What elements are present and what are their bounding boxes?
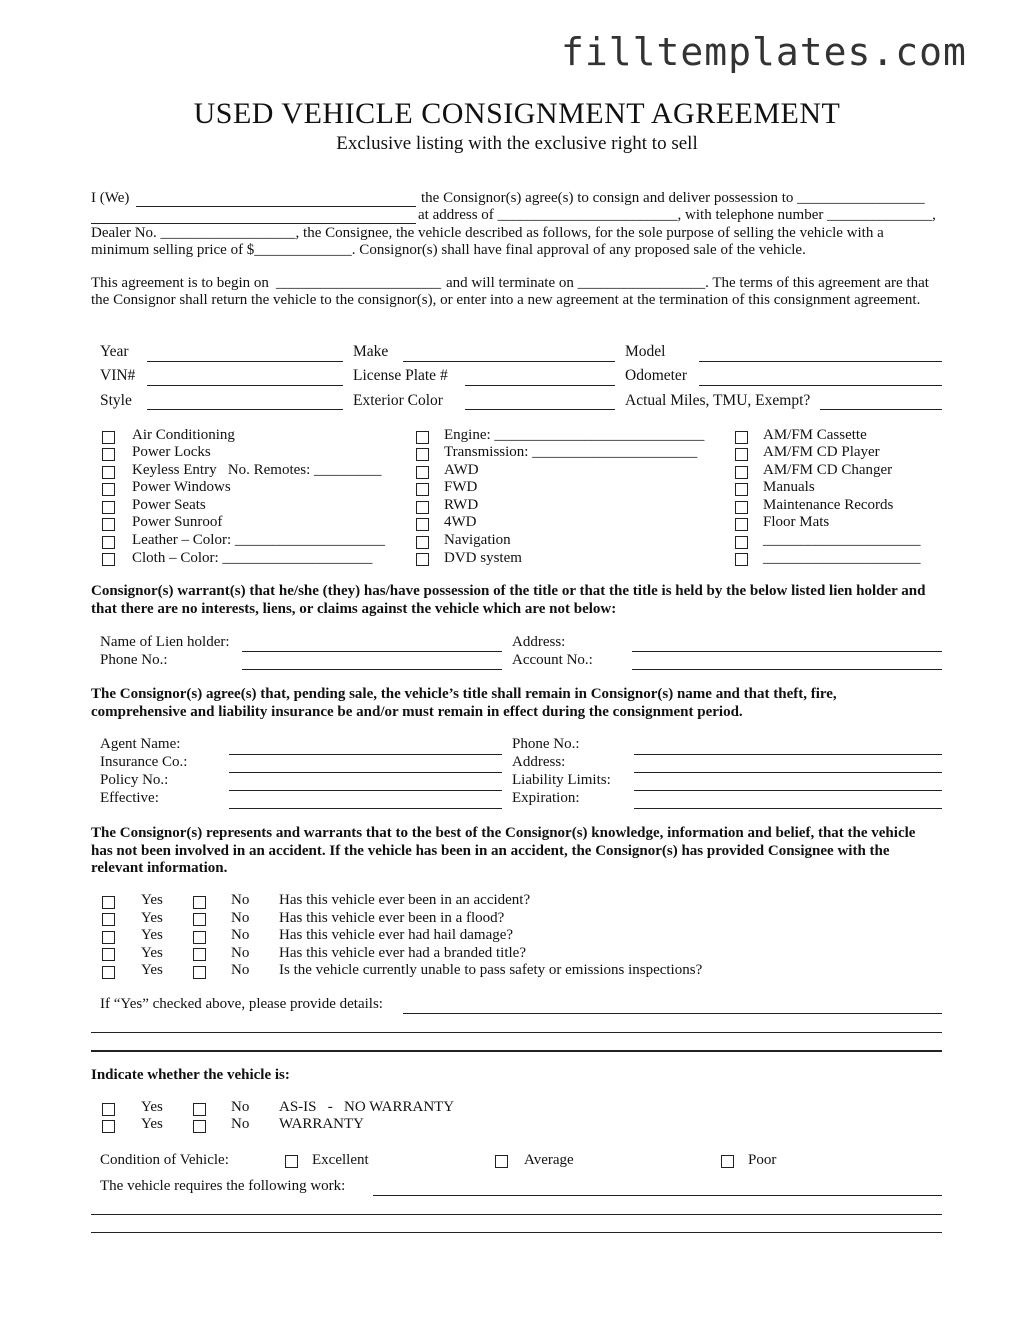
style-label: Style [100,392,132,409]
warranty-yes-checkbox[interactable] [102,1120,115,1133]
rwd-checkbox[interactable] [416,501,429,514]
am-fm-cd-changer-checkbox[interactable] [735,466,748,479]
manuals-label: Manuals [763,479,815,495]
dvd-system-label: DVD system [444,550,522,566]
am-fm-cd-player-label: AM/FM CD Player [763,444,880,460]
intro-dealer-text: Dealer No. __________________, the Consignee, the vehicle described as follows, for the sole purpose of selling the vehicle with a [91,225,884,241]
am-fm-cassette-label: AM/FM Cassette [763,427,867,443]
power-sunroof-label: Power Sunroof [132,514,223,530]
inspection-no-checkbox[interactable] [193,966,206,979]
other-option-2-blank[interactable]: _____________________ [763,550,921,566]
yes-label: Yes [141,910,163,926]
average-checkbox[interactable] [495,1155,508,1168]
navigation-checkbox[interactable] [416,536,429,549]
no-label: No [231,1099,250,1115]
make-field[interactable] [403,361,615,362]
poor-label: Poor [748,1152,777,1168]
term-terminate-text: and will terminate on _________________. The terms of this agreement are that [446,275,929,291]
yes-label: Yes [141,1116,163,1132]
no-label: No [231,945,250,961]
no-label: No [231,1116,250,1132]
license-plate-label: License Plate # [353,367,448,384]
question-flood: Has this vehicle ever been in a flood? [279,910,505,926]
effective-field[interactable] [229,808,502,809]
poor-checkbox[interactable] [721,1155,734,1168]
flood-yes-checkbox[interactable] [102,913,115,926]
inspection-yes-checkbox[interactable] [102,966,115,979]
accident-no-checkbox[interactable] [193,896,206,909]
model-field[interactable] [699,361,942,362]
insurance-phone-field[interactable] [634,754,942,755]
liability-limits-field[interactable] [634,790,942,791]
average-label: Average [524,1152,574,1168]
yes-label: Yes [141,1099,163,1115]
lien-warranty-line-1: Consignor(s) warrant(s) that he/she (they) has/have possession of the title or that the title is held by the below listed lien holder and [91,583,926,599]
power-seats-label: Power Seats [132,497,206,513]
4wd-label: 4WD [444,514,477,530]
flood-no-checkbox[interactable] [193,913,206,926]
other-option-1-checkbox[interactable] [735,536,748,549]
lien-account-label: Account No.: [512,652,593,668]
intro-we-label: I (We) [91,190,130,206]
as-is-label: AS-IS - NO WARRANTY [279,1099,455,1115]
power-locks-label: Power Locks [132,444,211,460]
insurance-company-field[interactable] [229,772,502,773]
question-hail: Has this vehicle ever had hail damage? [279,927,514,943]
power-locks-checkbox[interactable] [102,448,115,461]
expiration-field[interactable] [634,808,942,809]
question-accident: Has this vehicle ever been in an accident? [279,892,531,908]
power-sunroof-checkbox[interactable] [102,518,115,531]
warranty-label: WARRANTY [279,1116,364,1132]
work-required-label: The vehicle requires the following work: [100,1178,346,1194]
consignor-name-line[interactable] [136,206,416,207]
exterior-color-field[interactable] [465,409,615,410]
other-option-1-blank[interactable]: _____________________ [763,532,921,548]
keyless-entry-label: Keyless Entry No. Remotes: _________ [132,462,382,478]
excellent-label: Excellent [312,1152,369,1168]
agent-name-field[interactable] [229,754,502,755]
insurance-agreement-line-2: comprehensive and liability insurance be and/or must remain in effect during the consignment period. [91,704,743,720]
intro-consign-text: the Consignor(s) agree(s) to consign and deliver possession to _________________ [421,190,925,206]
details-label: If “Yes” checked above, please provide details: [100,996,383,1012]
maintenance-records-checkbox[interactable] [735,501,748,514]
transmission-label: Transmission: ______________________ [444,444,698,460]
maintenance-records-label: Maintenance Records [763,497,894,513]
warranty-heading: Indicate whether the vehicle is: [91,1067,290,1083]
engine-label: Engine: ____________________________ [444,427,705,443]
watermark: filltemplates.com [561,30,967,74]
actual-miles-label: Actual Miles, TMU, Exempt? [625,392,811,409]
am-fm-cd-player-checkbox[interactable] [735,448,748,461]
odometer-label: Odometer [625,367,687,384]
lien-account-field[interactable] [632,669,942,670]
document-title: USED VEHICLE CONSIGNMENT AGREEMENT [193,97,841,130]
lien-phone-label: Phone No.: [100,652,168,668]
work-required-line-3[interactable] [91,1232,942,1233]
no-label: No [231,962,250,978]
details-field-line-2[interactable] [91,1032,942,1033]
lien-holder-field[interactable] [242,651,502,652]
hail-no-checkbox[interactable] [193,931,206,944]
leather-checkbox[interactable] [102,536,115,549]
as-is-no-checkbox[interactable] [193,1103,206,1116]
branded-title-no-checkbox[interactable] [193,948,206,961]
accident-rep-line-3: relevant information. [91,860,228,876]
expiration-label: Expiration: [512,790,580,806]
air-conditioning-checkbox[interactable] [102,431,115,444]
lien-address-label: Address: [512,634,566,650]
policy-number-label: Policy No.: [100,772,169,788]
power-windows-label: Power Windows [132,479,231,495]
engine-checkbox[interactable] [416,431,429,444]
accident-yes-checkbox[interactable] [102,896,115,909]
manuals-checkbox[interactable] [735,483,748,496]
transmission-checkbox[interactable] [416,448,429,461]
liability-limits-label: Liability Limits: [512,772,611,788]
intro-address-text: at address of ________________________, with telephone number ______________, [418,207,936,223]
document-subtitle: Exclusive listing with the exclusive right to sell [336,133,698,154]
dvd-system-checkbox[interactable] [416,553,429,566]
condition-label: Condition of Vehicle: [100,1152,229,1168]
insurance-address-field[interactable] [634,772,942,773]
actual-miles-field[interactable] [820,409,942,410]
vin-label: VIN# [100,367,136,384]
awd-label: AWD [444,462,479,478]
insurance-company-label: Insurance Co.: [100,754,188,770]
details-field-line-3[interactable] [91,1050,942,1052]
4wd-checkbox[interactable] [416,518,429,531]
am-fm-cd-changer-label: AM/FM CD Changer [763,462,893,478]
accident-rep-line-2: has not been involved in an accident. If the vehicle has been in an accident, the Consignor(s) has provided Consignee with the [91,843,890,859]
exterior-color-label: Exterior Color [353,392,443,409]
odometer-field[interactable] [699,385,942,386]
license-plate-field[interactable] [465,385,615,386]
year-label: Year [100,343,129,360]
fwd-checkbox[interactable] [416,483,429,496]
lien-warranty-line-2: that there are no interests, liens, or claims against the vehicle which are not below: [91,601,617,617]
branded-title-yes-checkbox[interactable] [102,948,115,961]
style-field[interactable] [147,409,343,410]
other-option-2-checkbox[interactable] [735,553,748,566]
yes-label: Yes [141,962,163,978]
rwd-label: RWD [444,497,479,513]
question-branded-title: Has this vehicle ever had a branded title? [279,945,526,961]
hail-yes-checkbox[interactable] [102,931,115,944]
fwd-label: FWD [444,479,478,495]
yes-label: Yes [141,892,163,908]
details-field-line-1[interactable] [403,1013,942,1014]
policy-number-field[interactable] [229,790,502,791]
vin-field[interactable] [147,385,343,386]
power-windows-checkbox[interactable] [102,483,115,496]
as-is-yes-checkbox[interactable] [102,1103,115,1116]
insurance-agreement-line-1: The Consignor(s) agree(s) that, pending sale, the vehicle’s title shall remain in Consignor(s) name and that theft, fire, [91,686,837,702]
no-label: No [231,892,250,908]
year-field[interactable] [147,361,343,362]
term-return-text: the Consignor shall return the vehicle to the consignor(s), or enter into a new agreement at the termination of this consignment agreement. [91,292,921,308]
accident-rep-line-1: The Consignor(s) represents and warrants that to the best of the Consignor(s) knowledge, information and belief, that the vehicle [91,825,916,841]
cloth-checkbox[interactable] [102,553,115,566]
make-label: Make [353,343,389,360]
term-begin-blank[interactable]: ______________________ [276,275,441,291]
lien-phone-field[interactable] [242,669,502,670]
no-label: No [231,910,250,926]
keyless-entry-checkbox[interactable] [102,466,115,479]
consignor-address-line[interactable] [91,223,416,224]
power-seats-checkbox[interactable] [102,501,115,514]
leather-label: Leather – Color: ____________________ [132,532,385,548]
effective-label: Effective: [100,790,159,806]
model-label: Model [625,343,666,360]
awd-checkbox[interactable] [416,466,429,479]
intro-min-price-text: minimum selling price of $_____________. Consignor(s) shall have final approval of any proposed sale of the vehicle. [91,242,806,258]
insurance-address-label: Address: [512,754,566,770]
lien-address-field[interactable] [632,651,942,652]
am-fm-cassette-checkbox[interactable] [735,431,748,444]
warranty-no-checkbox[interactable] [193,1120,206,1133]
excellent-checkbox[interactable] [285,1155,298,1168]
term-begin-label: This agreement is to begin on [91,275,269,291]
cloth-label: Cloth – Color: ____________________ [132,550,373,566]
floor-mats-checkbox[interactable] [735,518,748,531]
insurance-phone-label: Phone No.: [512,736,580,752]
yes-label: Yes [141,945,163,961]
yes-label: Yes [141,927,163,943]
lien-holder-label: Name of Lien holder: [100,634,230,650]
navigation-label: Navigation [444,532,511,548]
question-inspection: Is the vehicle currently unable to pass safety or emissions inspections? [279,962,703,978]
work-required-line-1[interactable] [373,1195,942,1196]
floor-mats-label: Floor Mats [763,514,830,530]
air-conditioning-label: Air Conditioning [132,427,235,443]
no-label: No [231,927,250,943]
work-required-line-2[interactable] [91,1214,942,1215]
agent-name-label: Agent Name: [100,736,181,752]
